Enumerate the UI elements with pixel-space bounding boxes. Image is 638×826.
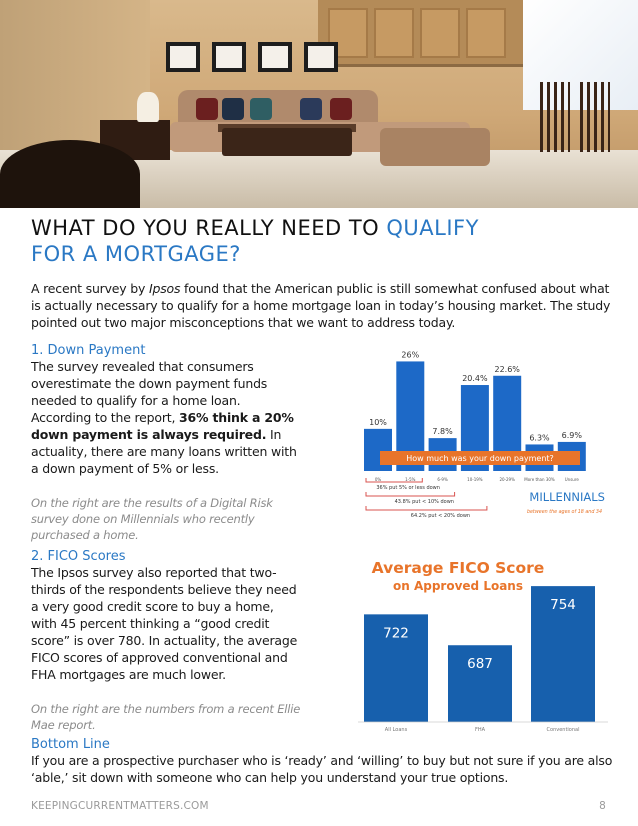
hero-armchair [0, 140, 140, 208]
title-accent1: QUALIFY [386, 216, 479, 240]
down-payment-category-label-0: 0% [374, 477, 382, 482]
fico-score-chart [358, 552, 613, 736]
down-payment-category-label-1: 1-5% [405, 477, 416, 482]
fico-value-label-2: 754 [550, 597, 576, 614]
down-payment-category-label-3: 10-19% [467, 477, 483, 482]
down-payment-bracket-1 [366, 492, 455, 496]
bottom-line-text: If you are a prospective purchaser who is ‘ready’ and ‘willing’ to buy but not sure if you are also ‘able,’ sit down with someone who can help you understand your true options. [31, 753, 613, 785]
intro-before: A recent survey by [31, 281, 149, 296]
hero-pillow [300, 98, 322, 120]
hero-bar-stool [540, 82, 570, 152]
footer-site: KEEPINGCURRENTMATTERS.COM [31, 800, 209, 812]
fico-category-label-1: FHA [474, 727, 486, 733]
down-payment-chart-subtitle: between the ages of 18 and 34 [526, 510, 602, 515]
page-number: 8 [599, 800, 606, 812]
hero-picture-frame [304, 42, 338, 72]
bottom-line-heading: Bottom Line [31, 737, 110, 752]
hero-ottoman [380, 128, 490, 166]
fico-value-label-0: 722 [383, 625, 409, 642]
intro-paragraph [31, 280, 621, 331]
section1-text-bold: 36% think a 20% down payment is always required. [31, 410, 294, 442]
intro-source: Ipsos [148, 281, 181, 296]
hero-picture-frame [258, 42, 292, 72]
down-payment-value-label-6: 6.9% [561, 430, 582, 440]
hero-pillow [222, 98, 244, 120]
hero-coffee-table [222, 128, 352, 156]
section1-text [31, 358, 301, 477]
section2-text: The Ipsos survey also reported that two-thirds of the respondents believe they need a very good credit score to buy a home, with 45 percent thinking a “good credit score” is over 780. In actuality, the average FICO scores of approved conventional and FHA mortgages are much lower. [31, 565, 298, 682]
hero-cabinet [374, 8, 414, 58]
hero-bar-stool [580, 82, 610, 152]
section-fico-scores [31, 549, 301, 733]
fico-category-label-0: All Loans [384, 727, 408, 733]
down-payment-category-label-4: 20-29% [499, 477, 515, 482]
page-title [31, 215, 631, 267]
down-payment-chart [358, 343, 614, 525]
down-payment-value-label-5: 6.3% [529, 433, 550, 443]
down-payment-bracket-label-2: 64.2% put < 20% down [410, 513, 471, 519]
fico-chart-subtitle: on Approved Loans [393, 579, 523, 593]
down-payment-value-label-1: 26% [401, 350, 420, 360]
down-payment-value-label-4: 22.6% [494, 364, 520, 374]
down-payment-category-label-6: Unsure [564, 477, 579, 482]
down-payment-value-label-0: 10% [369, 417, 387, 427]
hero-pillow [250, 98, 272, 120]
down-payment-bracket-2 [366, 506, 487, 510]
section1-text-after: In actuality, there are many loans written with a down payment of 5% or less. [31, 427, 297, 476]
section2-note: On the right are the numbers from a recent Ellie Mae report. [31, 702, 301, 732]
hero-photo [0, 0, 638, 208]
bottom-line [31, 737, 621, 786]
down-payment-category-label-5: More than 30% [524, 477, 555, 482]
down-payment-bracket-label-1: 43.8% put < 10% down [394, 499, 454, 505]
down-payment-banner-text: How much was your down payment? [406, 454, 554, 463]
fico-category-label-2: Conventional [546, 727, 580, 733]
hero-picture-frame [166, 42, 200, 72]
down-payment-value-label-3: 20.4% [462, 374, 488, 384]
section1-heading: 1. Down Payment [31, 343, 146, 358]
section2-heading: 2. FICO Scores [31, 549, 126, 564]
down-payment-value-label-2: 7.8% [432, 427, 453, 437]
hero-picture-frame [212, 42, 246, 72]
section1-text-before: The survey revealed that consumers overestimate the down payment funds needed to qualify for a home loan. According to the report, [31, 359, 268, 425]
hero-cabinet [420, 8, 460, 58]
hero-lamp [137, 92, 159, 122]
down-payment-category-label-2: 6-9% [437, 477, 448, 482]
title-accent2: FOR A MORTGAGE? [31, 242, 241, 266]
hero-pillow [196, 98, 218, 120]
fico-chart-title: Average FICO Score [371, 559, 545, 577]
down-payment-bracket-label-0: 36% put 5% or less down [376, 485, 440, 491]
hero-pillow [330, 98, 352, 120]
hero-cabinet [466, 8, 506, 58]
intro-after: found that the American public is still somewhat confused about what is actually necessary to qualify for a home mortgage loan in today’s housing market. The study pointed out two major misconceptions that we want to address today. [31, 281, 611, 330]
fico-value-label-1: 687 [467, 656, 493, 673]
title-part1: WHAT DO YOU REALLY NEED TO [31, 216, 387, 240]
page-footer [31, 800, 606, 814]
hero-kitchen-cabinets [318, 0, 523, 67]
down-payment-chart-title: MILLENNIALS [529, 490, 605, 504]
section1-note: On the right are the results of a Digital Risk survey done on Millennials who recently purchased a home. [31, 496, 273, 542]
section-down-payment [31, 343, 301, 543]
